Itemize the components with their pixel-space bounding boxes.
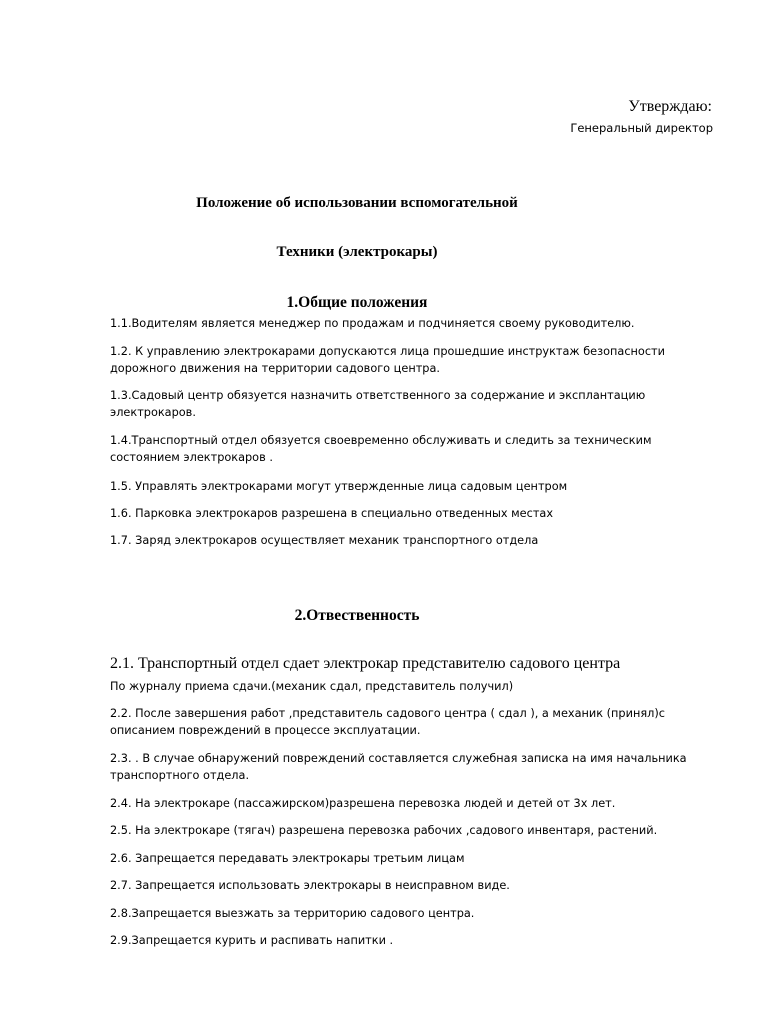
paragraph-line: 1.5. Управлять электрокарами могут утвержденные лица садовым центром bbox=[110, 480, 568, 493]
paragraph-line: 1.7. Заряд электрокаров осуществляет механик транспортного отдела bbox=[110, 534, 539, 547]
paragraph-2-7 bbox=[110, 877, 710, 894]
paragraph-2-3 bbox=[110, 750, 710, 784]
paragraph-2-2 bbox=[110, 705, 710, 739]
paragraph-line: 2.4. На электрокаре (пассажирском)разрешена перевозка людей и детей от 3х лет. bbox=[110, 797, 616, 810]
paragraph-line: транспортного отдела. bbox=[110, 769, 250, 782]
paragraph-line: 1.2. К управлению электрокарами допускаются лица прошедшие инструктаж безопасности bbox=[110, 345, 665, 358]
paragraph-line: состоянием электрокаров . bbox=[110, 451, 273, 464]
paragraph-2-5 bbox=[110, 822, 710, 839]
paragraph-line: 1.6. Парковка электрокаров разрешена в специально отведенных местах bbox=[110, 507, 554, 520]
document-title-line1: Положение об использовании вспомогательной bbox=[196, 195, 518, 211]
paragraph-1-5 bbox=[110, 478, 710, 495]
paragraph-2-8 bbox=[110, 905, 710, 922]
paragraph-line: По журналу приема сдачи.(механик сдал, представитель получил) bbox=[110, 680, 514, 693]
paragraph-line: описанием повреждений в процессе эксплуатации. bbox=[110, 724, 421, 737]
document-title-line2: Техники (электрокары) bbox=[276, 244, 438, 260]
paragraph-line: 2.9.Запрещается курить и распивать напитки . bbox=[110, 934, 394, 947]
paragraph-line: 1.1.Водителям является менеджер по продажам и подчиняется своему руководителю. bbox=[110, 317, 635, 330]
approver-position: Генеральный директор bbox=[570, 121, 713, 135]
approval-label: Утверждаю: bbox=[628, 98, 712, 115]
paragraph-1-3 bbox=[110, 387, 710, 421]
section1-heading: 1.Общие положения bbox=[286, 294, 428, 311]
paragraph-1-2 bbox=[110, 343, 710, 377]
paragraph-1-7 bbox=[110, 532, 710, 549]
paragraph-1-1 bbox=[110, 315, 710, 332]
paragraph-2-9 bbox=[110, 932, 710, 949]
paragraph-1-4 bbox=[110, 432, 710, 466]
paragraph-line: 2.6. Запрещается передавать электрокары третьим лицам bbox=[110, 852, 465, 865]
paragraph-line: электрокаров. bbox=[110, 406, 196, 419]
paragraph-line: 2.3. . В случае обнаружений повреждений составляется служебная записка на имя начальника bbox=[110, 752, 687, 765]
paragraph-2-6 bbox=[110, 850, 710, 867]
paragraph-line: 2.2. После завершения работ ,представитель садового центра ( сдал ), а механик (принял)с bbox=[110, 707, 665, 720]
paragraph-line: 1.3.Садовый центр обязуется назначить ответственного за содержание и эксплантацию bbox=[110, 389, 646, 402]
paragraph-line: 2.8.Запрещается выезжать за территорию садового центра. bbox=[110, 907, 475, 920]
paragraph-1-6 bbox=[110, 505, 710, 522]
paragraph-line: 2.7. Запрещается использовать электрокары в неисправном виде. bbox=[110, 879, 510, 892]
paragraph-2-4 bbox=[110, 795, 710, 812]
paragraph-line: 2.5. На электрокаре (тягач) разрешена перевозка рабочих ,садового инвентаря, растений. bbox=[110, 824, 658, 837]
paragraph-2-1-lead: 2.1. Транспортный отдел сдает электрокар представителю садового центра bbox=[110, 655, 621, 672]
paragraph-line: дорожного движения на территории садового центра. bbox=[110, 362, 440, 375]
section2-heading: 2.Отвественность bbox=[294, 607, 420, 624]
paragraph-2-1 bbox=[110, 678, 710, 695]
paragraph-line: 1.4.Транспортный отдел обязуется своевременно обслуживать и следить за техническим bbox=[110, 434, 652, 447]
